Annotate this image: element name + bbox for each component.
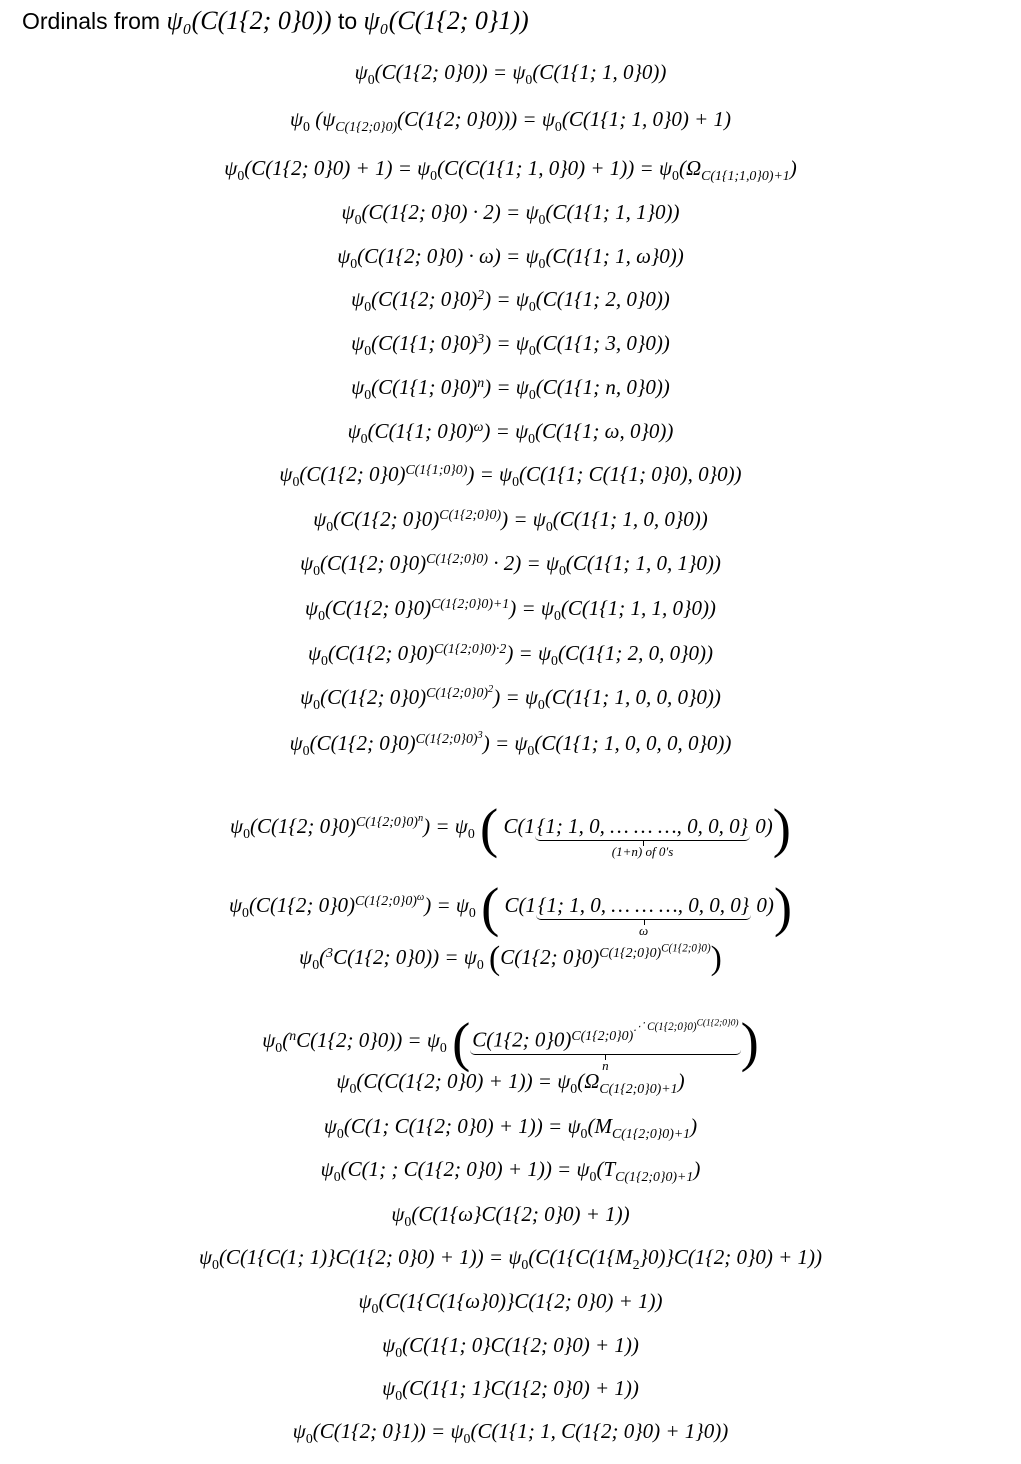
equation-rendered: $\psi_0$ ($\psi_{C(1\{2;0\}0)}(C(1\{2$; $0\}0))) = \psi_0(C(1\{1$; 1, 0}0) + 1) [289, 107, 732, 134]
equation-rendered: $\psi_0(C(1$; C(1{2; $0\}0) + 1)) = \psi_0(M_{C(1\{2;0\}0)+1})$ [323, 1114, 698, 1141]
equation-rendered: $\psi_0(C(1\{2$; $0\}0)^{C(1\{2;0\}0)^2}) = \psi_0(C(1\{1$; 1, 0, 0, 0}0)) [300, 683, 721, 712]
equation-rendered: $\psi_0(C(1\{2$; $0\}0)^{C(1\{2;0\}0)\cdot 2}) = \psi_0(C(1\{1$; 2, 0, 0}0)) [308, 641, 713, 668]
equation-rendered: $\psi_0(C(1\{1$; $0\}0)^n) = \psi_0(C(1\{1$; n, 0}0)) [351, 375, 670, 402]
equation-6 [0, 287, 1021, 312]
equation-rendered: $\psi_0(C(1\{2$; $0\}0)^{C(1\{2;0\}0)^3}) = \psi_0(C(1\{1$; 1, 0, 0, 0, 0}0)) [289, 729, 732, 758]
equation-29 [0, 1419, 1021, 1444]
equation-25 [0, 1245, 1021, 1270]
equation-rendered: $\psi_0(C(1\{2$; $0\}0)^{C(1\{2;0\}0)^\omega}) = \psi_0$ ( C(1{1; 1, 0, … … …, 0, 0, 0} ω 0)) [228, 876, 793, 938]
equation-3 [0, 156, 1021, 181]
equation-rendered: $\psi_0(C(1\{2$; $0\}0)^2) = \psi_0(C(1\{1$; 2, 0}0)) [351, 287, 670, 314]
equation-rendered: $\psi_0(C(1\{1$; $0\}0)^3) = \psi_0(C(1\{1$; 3, 0}0)) [351, 331, 670, 358]
title-text: Ordinals from [22, 8, 167, 34]
equation-11 [0, 507, 1021, 532]
title-to-word: to [337, 8, 364, 34]
title-from-expr: ψ₀(C(1{2; 0}0)) [166, 6, 332, 35]
equation-18 [0, 874, 1021, 940]
equation-rendered: $\psi_0(C(1\{2$; $0\}0)^{C(1\{2;0\}0)+1}) = \psi_0(C(1\{1$; 1, 1, 0}0)) [305, 596, 716, 623]
equation-8 [0, 375, 1021, 400]
equation-17 [0, 795, 1021, 861]
equation-rendered: $\psi_0(C(1\{2$; $0\}0)) = \psi_0(C(1\{1$; 1, 0}0)) [354, 60, 667, 87]
equation-13 [0, 596, 1021, 621]
title-to-expr: ψ₀(C(1{2; 0}1)) [363, 6, 529, 35]
equation-rendered: $\psi_0(C(1\{C(1\{\omega\}0)\}C(1\{2$; 0}0) + 1)) [358, 1289, 663, 1316]
equation-23 [0, 1157, 1021, 1182]
equation-2 [0, 107, 1021, 132]
equation-rendered: $\psi_0(C(1\{2$; $0\}1)) = \psi_0(C(1\{1$; 1, C(1{2; 0}0) + 1}0)) [292, 1419, 729, 1446]
equation-15 [0, 685, 1021, 710]
equation-10 [0, 462, 1021, 487]
equation-5 [0, 244, 1021, 269]
equation-rendered: $\psi_0(C(1\{1$; 0}C(1{2; 0}0) + 1)) [382, 1333, 639, 1360]
equation-rendered: $\psi_0(C(1\{1$; 1}C(1{2; 0}0) + 1)) [382, 1376, 639, 1403]
equation-rendered: $\psi_0(C(1\{2$; $0\}0)^{C(1\{2;0\}0)} \cdot 2) = \psi_0(C(1\{1$; 1, 0, 1}0)) [300, 551, 721, 578]
equation-rendered: $\psi_0(C(1\{2$; $0\}0) \cdot 2) = \psi_0(C(1\{1$; 1, 1}0)) [341, 200, 680, 227]
equation-rendered: $\psi_0(C(C(1\{2$; $0\}0) + 1)) = \psi_0(\Omega_{C(1\{2;0\}0)+1})$ [336, 1069, 685, 1096]
equation-rendered: $\psi_0(C(1$; ; C(1{2; $0\}0) + 1)) = \psi_0(T_{C(1\{2;0\}0)+1})$ [320, 1157, 701, 1184]
equation-rendered: $\psi_0(^nC(1\{2$; $0\}0)) = \psi_0$ (C(1{2; 0}0)$^{C(1\{2;0\}0)^{⋰ C(1\{2;0\}0)^{C(1\{2;0\}0)}}}$ n ) [262, 1011, 759, 1073]
equation-21 [0, 1069, 1021, 1094]
equation-19 [0, 939, 1021, 979]
equation-rendered: $\psi_0(C(1\{2$; $0\}0) + 1) = \psi_0(C(C(1\{1$; 1, $0\}0) + 1)) = \psi_0(\Omega_{C(1\{1;1,0\}0)+1})$ [224, 156, 797, 183]
equation-rendered: $\psi_0(^3C(1\{2$; $0\}0)) = \psi_0$ (C(1{2; 0}0)$^{C(1\{2;0\}0)^{C(1\{2;0\}0)}}$) [299, 940, 722, 977]
equation-27 [0, 1333, 1021, 1358]
equation-rendered: $\psi_0(C(1\{\omega\}C(1\{2$; 0}0) + 1)) [391, 1202, 630, 1229]
equation-24 [0, 1202, 1021, 1227]
equation-rendered: $\psi_0(C(1\{2$; $0\}0)^{C(1\{1;0\}0)}) = \psi_0(C(1\{1$; C(1{1; 0}0), 0}0)) [279, 462, 742, 489]
equation-28 [0, 1376, 1021, 1401]
equation-12 [0, 551, 1021, 576]
equation-14 [0, 641, 1021, 666]
equation-9 [0, 419, 1021, 444]
equation-rendered: $\psi_0(C(1\{1$; $0\}0)^\omega) = \psi_0(C(1\{1$; ω, 0}0)) [347, 419, 674, 446]
equation-rendered: $\psi_0(C(1\{2$; $0\}0)^{C(1\{2;0\}0)}) = \psi_0(C(1\{1$; 1, 0, 0}0)) [313, 507, 708, 534]
equation-22 [0, 1114, 1021, 1139]
equation-rendered: $\psi_0(C(1\{C(1$; 1)}C(1{2; $0\}0) + 1)) = \psi_0(C(1\{C(1\{M_2\}0)\}C(1\{2$; 0}0) + 1)) [198, 1245, 823, 1272]
equation-rendered: $\psi_0(C(1\{2$; $0\}0) \cdot \omega) = \psi_0(C(1\{1$; 1, ω}0)) [337, 244, 684, 271]
equation-7 [0, 331, 1021, 356]
equation-4 [0, 200, 1021, 225]
equation-16 [0, 731, 1021, 756]
equation-1 [0, 60, 1021, 85]
equation-20 [0, 1009, 1021, 1075]
equation-26 [0, 1289, 1021, 1314]
equation-rendered: $\psi_0(C(1\{2$; $0\}0)^{C(1\{2;0\}0)^n}) = \psi_0$ ( C(1{1; 1, 0, … … …, 0, 0, 0} (1+n) of 0′s 0)) [230, 797, 791, 859]
